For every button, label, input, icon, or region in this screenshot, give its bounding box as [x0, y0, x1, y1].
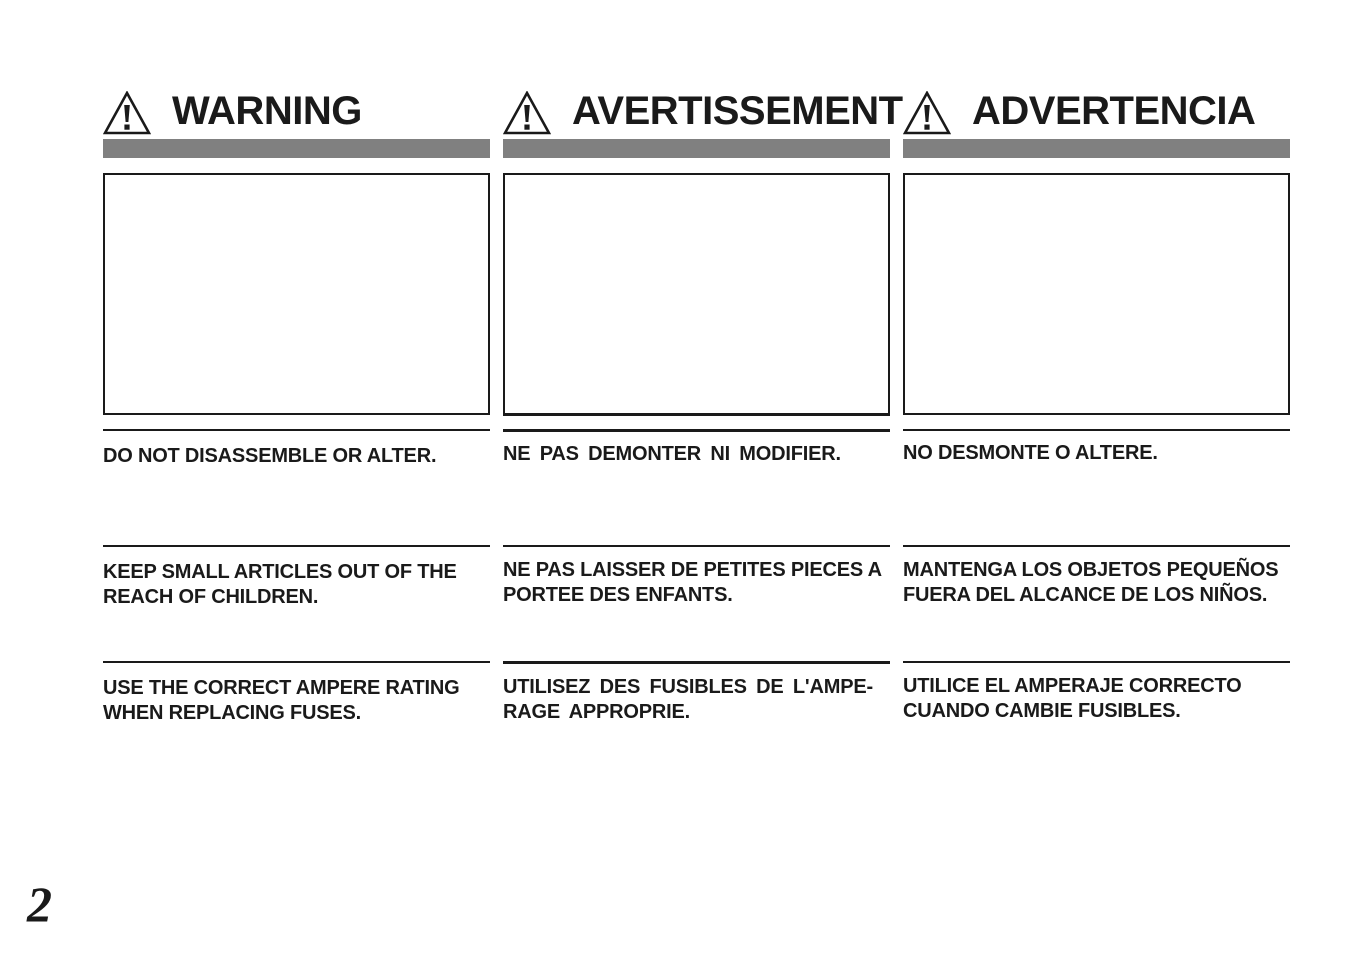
warning-item-text	[103, 444, 491, 469]
warning-item	[903, 545, 1291, 608]
heading-title: ADVERTENCIA	[972, 89, 1256, 133]
divider	[103, 429, 490, 431]
warning-item-text	[103, 676, 491, 726]
warning-item	[503, 545, 891, 608]
warning-triangle-icon	[103, 91, 151, 135]
divider	[103, 545, 490, 547]
page-number: 2	[27, 876, 52, 932]
warning-item-text	[503, 442, 891, 467]
text-line: NO DESMONTE O ALTERE.	[903, 442, 1158, 464]
column-heading	[103, 88, 503, 136]
divider	[503, 661, 890, 664]
heading-title: AVERTISSEMENT	[572, 89, 903, 133]
column-heading	[503, 88, 903, 136]
text-line: NE PAS DEMONTER NI MODIFIER.	[503, 443, 841, 465]
column-heading	[903, 88, 1303, 136]
warning-item-text	[903, 558, 1291, 608]
heading-underline-bar	[903, 139, 1290, 158]
text-line: MANTENGA LOS OBJETOS PEQUEÑOS	[903, 559, 1279, 581]
text-line: RAGE APPROPRIE.	[503, 701, 690, 723]
text-line: REACH OF CHILDREN.	[103, 586, 319, 608]
divider	[903, 661, 1290, 663]
text-line: CUANDO CAMBIE FUSIBLES.	[903, 700, 1181, 722]
divider	[903, 429, 1290, 431]
warning-item	[903, 429, 1291, 466]
warning-item	[103, 661, 491, 726]
divider	[103, 661, 490, 663]
warning-item	[103, 429, 491, 469]
text-line: UTILISEZ DES FUSIBLES DE L'AMPE-	[503, 676, 873, 698]
warning-item	[103, 545, 491, 610]
text-line: FUERA DEL ALCANCE DE LOS NIÑOS.	[903, 584, 1268, 606]
warning-column-french	[503, 0, 903, 954]
heading-underline-bar	[503, 139, 890, 158]
text-line: UTILICE EL AMPERAJE CORRECTO	[903, 675, 1242, 697]
warning-item-text	[903, 441, 1291, 466]
warning-item	[503, 661, 891, 725]
warning-item-text	[903, 674, 1291, 724]
warning-item	[903, 661, 1291, 724]
text-line: WHEN REPLACING FUSES.	[103, 702, 362, 724]
text-line: NE PAS LAISSER DE PETITES PIECES A	[503, 559, 882, 581]
warning-column-spanish	[903, 0, 1291, 954]
heading-title: WARNING	[172, 89, 362, 133]
text-line: PORTEE DES ENFANTS.	[503, 584, 733, 606]
divider	[903, 545, 1290, 547]
illustration-frame	[103, 173, 490, 415]
text-line: DO NOT DISASSEMBLE OR ALTER.	[103, 445, 437, 467]
warning-item-text	[103, 560, 491, 610]
warning-triangle-icon	[503, 91, 551, 135]
divider	[503, 429, 890, 432]
text-line: KEEP SMALL ARTICLES OUT OF THE	[103, 561, 457, 583]
warning-item-text	[503, 675, 891, 725]
heading-underline-bar	[103, 139, 490, 158]
warning-item-text	[503, 558, 891, 608]
illustration-frame	[903, 173, 1290, 415]
illustration-frame	[503, 173, 890, 416]
text-line: USE THE CORRECT AMPERE RATING	[103, 677, 460, 699]
warning-item	[503, 429, 891, 467]
warning-column-english	[103, 0, 491, 954]
warning-triangle-icon	[903, 91, 951, 135]
divider	[503, 545, 890, 547]
